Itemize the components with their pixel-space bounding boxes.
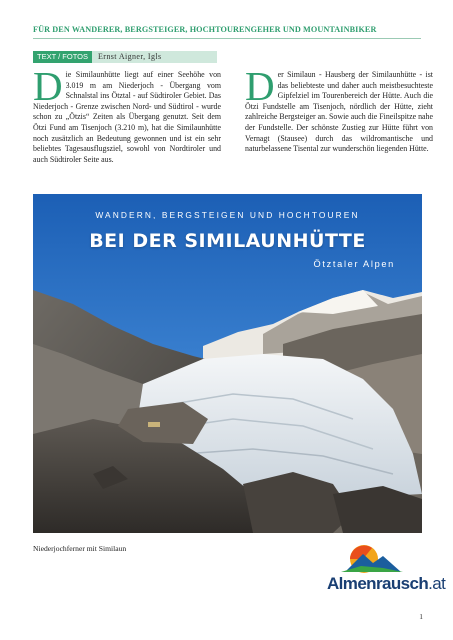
logo-brand: Almenrausch — [327, 574, 429, 593]
logo-tld: .at — [428, 574, 446, 593]
credit-author: Ernst Aigner, Igls — [92, 51, 217, 63]
hero-title: BEI DER SIMILAUNHÜTTE — [89, 230, 366, 252]
hero-topline: WANDERN, BERGSTEIGEN UND HOCHTOUREN — [95, 210, 360, 220]
page-number: 1 — [419, 612, 423, 621]
almenrausch-logo[interactable] — [327, 538, 446, 598]
photo-caption: Niederjochferner mit Similaun — [33, 544, 127, 553]
dropcap-left: D — [33, 63, 63, 109]
dropcap-right: D — [245, 63, 275, 109]
article-column-left — [33, 63, 221, 165]
hero-photo — [33, 194, 422, 533]
article-column-right — [245, 63, 433, 155]
credit-box — [33, 51, 217, 63]
header-divider — [33, 38, 421, 39]
logo-wordmark — [327, 574, 445, 594]
article-text-left: ie Similaunhütte liegt auf einer Seehöhe von 3.019 m am Niederjoch - Übergang vom Schnalstal ins Ötztal - auf Südtiroler Gebiet. Das Niederjoch - Grenze zwischen Nord- und Südtirol - wurde schon zu „Ötzis“ Zeiten als Übergang genutzt. Seit dem Ötzi Fund am Tisenjoch (3.210 m), hat die Similaunhütte noch zusätzlich an Bedeutung gewonnen und ist ein sehr beliebtes Tagesausflugsziel, sowohl von Nordtiroler und auch Südtiroler Seite aus. — [33, 70, 221, 164]
logo-mountain-icon — [327, 538, 427, 576]
page-header-title: FÜR DEN WANDERER, BERGSTEIGER, HOCHTOURENGEHER UND MOUNTAINBIKER — [33, 25, 377, 34]
hero-subtitle: Ötztaler Alpen — [313, 259, 395, 269]
article-text-right: er Similaun - Hausberg der Similaunhütte - ist das beliebteste und daher auch meistbesuchteste Gipfelziel im Tourenbereich der Hütte. Auch die Ötzi Fundstelle am Tisenjoch, nördlich der Hütte, zieht zahlreiche Bergsteiger an. Sowie auch die Fineilspitze nahe der Fundstelle. Der schönste Zustieg zur Hütte führt von Vernagt (Stausee) durch das wildromantische und naturbelassene Tisental zur wunderschön liegenden Hütte. — [245, 70, 433, 154]
credit-label: TEXT / FOTOS — [33, 51, 92, 63]
